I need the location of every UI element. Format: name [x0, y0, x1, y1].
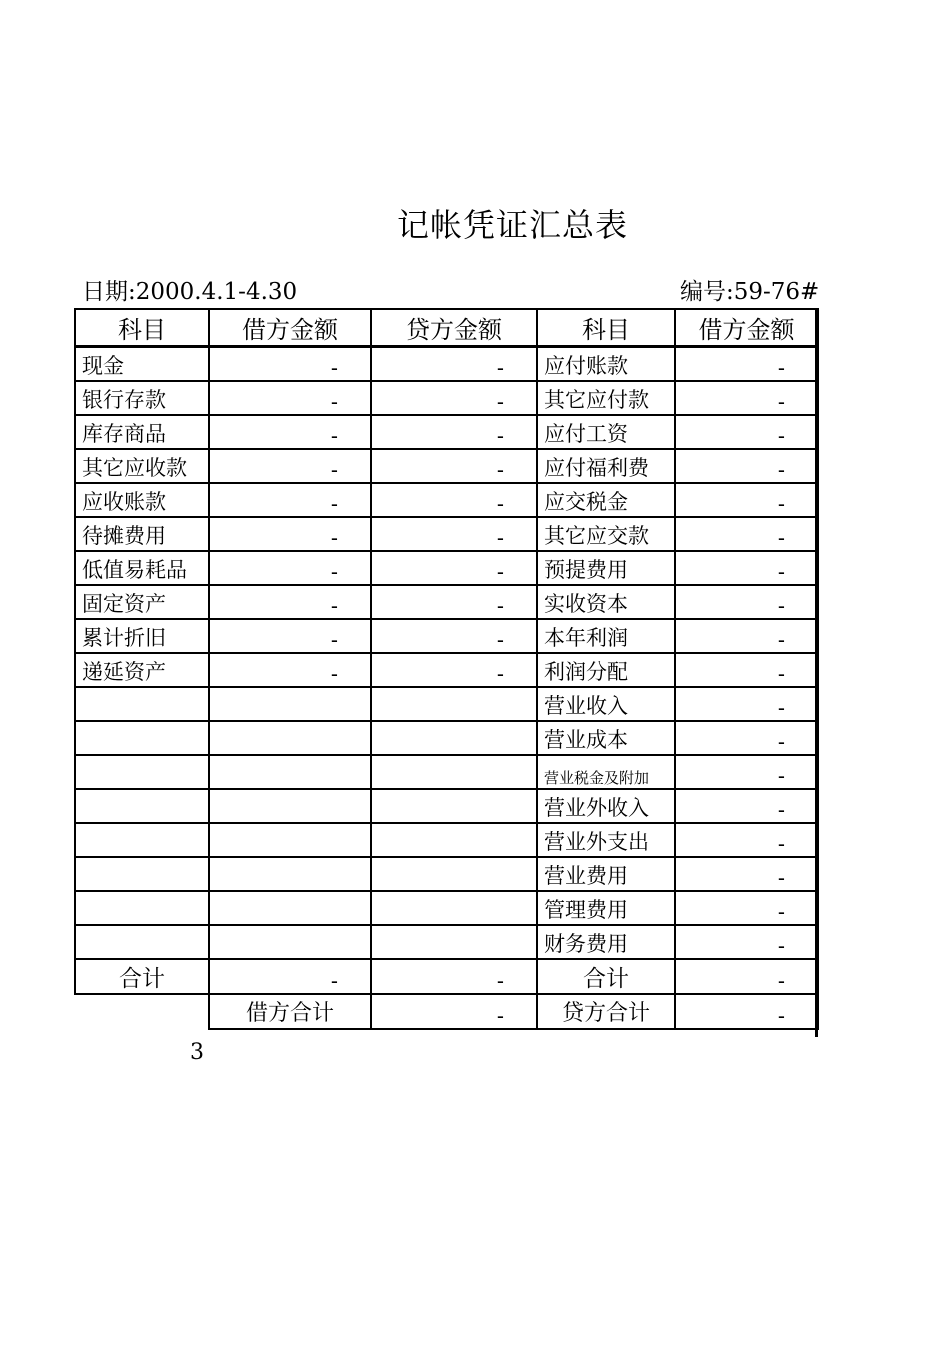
left-account-cell: 递延资产: [75, 653, 209, 687]
right-debit-cell: -: [675, 415, 818, 449]
left-credit-cell: [371, 755, 537, 789]
debit-total-value: -: [371, 994, 537, 1029]
header-debit-amount-right: 借方金额: [675, 309, 818, 347]
right-debit-cell: -: [675, 789, 818, 823]
right-account-cell: 营业税金及附加: [537, 755, 675, 789]
left-account-cell: [75, 925, 209, 959]
left-account-cell: 库存商品: [75, 415, 209, 449]
left-debit-cell: -: [209, 585, 371, 619]
right-account-cell: 本年利润: [537, 619, 675, 653]
left-debit-cell: [209, 925, 371, 959]
right-debit-cell: -: [675, 925, 818, 959]
left-account-cell: [75, 755, 209, 789]
table-row: [75, 891, 818, 925]
right-debit-cell: -: [675, 857, 818, 891]
left-account-cell: 固定资产: [75, 585, 209, 619]
left-credit-cell: -: [371, 347, 537, 382]
right-account-cell: 财务费用: [537, 925, 675, 959]
right-account-cell: 营业外支出: [537, 823, 675, 857]
left-account-cell: 银行存款: [75, 381, 209, 415]
right-account-cell: 应付账款: [537, 347, 675, 382]
total-left-debit: -: [209, 959, 371, 994]
right-account-cell: 应付工资: [537, 415, 675, 449]
table-row: [75, 687, 818, 721]
total-row: [75, 959, 818, 994]
left-account-cell: 现金: [75, 347, 209, 382]
left-credit-cell: -: [371, 415, 537, 449]
left-credit-cell: -: [371, 449, 537, 483]
table-row: [75, 551, 818, 585]
left-debit-cell: -: [209, 381, 371, 415]
left-credit-cell: [371, 857, 537, 891]
left-credit-cell: [371, 789, 537, 823]
date-label: 日期:2000.4.1-4.30: [82, 279, 298, 305]
left-credit-cell: -: [371, 483, 537, 517]
left-account-cell: [75, 789, 209, 823]
table-row: [75, 415, 818, 449]
table-row: [75, 653, 818, 687]
credit-total-label: 贷方合计: [537, 994, 675, 1029]
right-account-cell: 营业外收入: [537, 789, 675, 823]
right-debit-cell: -: [675, 891, 818, 925]
grand-total-row: [75, 994, 818, 1029]
right-debit-cell: -: [675, 823, 818, 857]
left-debit-cell: [209, 857, 371, 891]
right-account-cell: 实收资本: [537, 585, 675, 619]
total-left-credit: -: [371, 959, 537, 994]
right-account-cell: 其它应交款: [537, 517, 675, 551]
right-debit-cell: -: [675, 687, 818, 721]
left-account-cell: [75, 891, 209, 925]
right-account-cell: 营业收入: [537, 687, 675, 721]
left-debit-cell: [209, 687, 371, 721]
voucher-summary-table: [74, 308, 819, 1030]
left-credit-cell: -: [371, 517, 537, 551]
table-row: [75, 381, 818, 415]
left-debit-cell: [209, 721, 371, 755]
right-account-cell: 其它应付款: [537, 381, 675, 415]
right-debit-cell: -: [675, 449, 818, 483]
left-credit-cell: [371, 823, 537, 857]
left-credit-cell: -: [371, 653, 537, 687]
total-right-debit: -: [675, 959, 818, 994]
sum-spacer: [75, 994, 209, 1029]
left-debit-cell: [209, 823, 371, 857]
table-row: [75, 755, 818, 789]
header-credit-amount: 贷方金额: [371, 309, 537, 347]
right-account-cell: 营业费用: [537, 857, 675, 891]
right-debit-cell: -: [675, 619, 818, 653]
left-account-cell: 其它应收款: [75, 449, 209, 483]
left-account-cell: 低值易耗品: [75, 551, 209, 585]
table-row: [75, 585, 818, 619]
right-debit-cell: -: [675, 551, 818, 585]
table-row: [75, 449, 818, 483]
right-debit-cell: -: [675, 585, 818, 619]
footnote: 3: [190, 1040, 204, 1065]
left-credit-cell: [371, 721, 537, 755]
left-account-cell: [75, 823, 209, 857]
right-account-cell: 营业成本: [537, 721, 675, 755]
right-account-cell: 利润分配: [537, 653, 675, 687]
left-account-cell: [75, 857, 209, 891]
left-account-cell: 累计折旧: [75, 619, 209, 653]
right-debit-cell: -: [675, 721, 818, 755]
left-credit-cell: [371, 687, 537, 721]
left-debit-cell: [209, 755, 371, 789]
total-right-label: 合计: [537, 959, 675, 994]
left-credit-cell: [371, 891, 537, 925]
table-row: [75, 823, 818, 857]
right-debit-cell: -: [675, 755, 818, 789]
left-credit-cell: -: [371, 585, 537, 619]
table-row: [75, 789, 818, 823]
left-debit-cell: -: [209, 449, 371, 483]
credit-total-value: -: [675, 994, 818, 1029]
header-account-right: 科目: [537, 309, 675, 347]
right-account-cell: 应付福利费: [537, 449, 675, 483]
table-row: [75, 925, 818, 959]
left-account-cell: [75, 687, 209, 721]
left-credit-cell: [371, 925, 537, 959]
left-debit-cell: -: [209, 517, 371, 551]
table-row: [75, 483, 818, 517]
left-debit-cell: -: [209, 653, 371, 687]
table-row: [75, 347, 818, 382]
left-debit-cell: -: [209, 551, 371, 585]
right-debit-cell: -: [675, 381, 818, 415]
table-row: [75, 857, 818, 891]
voucher-number-label: 编号:59-76#: [680, 279, 820, 305]
right-debit-cell: -: [675, 653, 818, 687]
page-title: 记帐凭证汇总表: [396, 206, 628, 244]
table-row: [75, 517, 818, 551]
table-right-edge: [815, 308, 818, 1037]
total-left-label: 合计: [75, 959, 209, 994]
left-credit-cell: -: [371, 619, 537, 653]
header-account: 科目: [75, 309, 209, 347]
left-debit-cell: -: [209, 415, 371, 449]
left-account-cell: [75, 721, 209, 755]
left-credit-cell: -: [371, 551, 537, 585]
debit-total-label: 借方合计: [209, 994, 371, 1029]
header-debit-amount: 借方金额: [209, 309, 371, 347]
left-debit-cell: [209, 891, 371, 925]
right-debit-cell: -: [675, 517, 818, 551]
right-account-cell: 管理费用: [537, 891, 675, 925]
right-account-cell: 应交税金: [537, 483, 675, 517]
right-debit-cell: -: [675, 347, 818, 382]
left-debit-cell: -: [209, 347, 371, 382]
table-row: [75, 619, 818, 653]
right-account-cell: 预提费用: [537, 551, 675, 585]
left-debit-cell: -: [209, 483, 371, 517]
right-debit-cell: -: [675, 483, 818, 517]
table-header-row: [75, 309, 818, 347]
left-account-cell: 待摊费用: [75, 517, 209, 551]
left-debit-cell: -: [209, 619, 371, 653]
left-debit-cell: [209, 789, 371, 823]
table-row: [75, 721, 818, 755]
left-account-cell: 应收账款: [75, 483, 209, 517]
left-credit-cell: -: [371, 381, 537, 415]
